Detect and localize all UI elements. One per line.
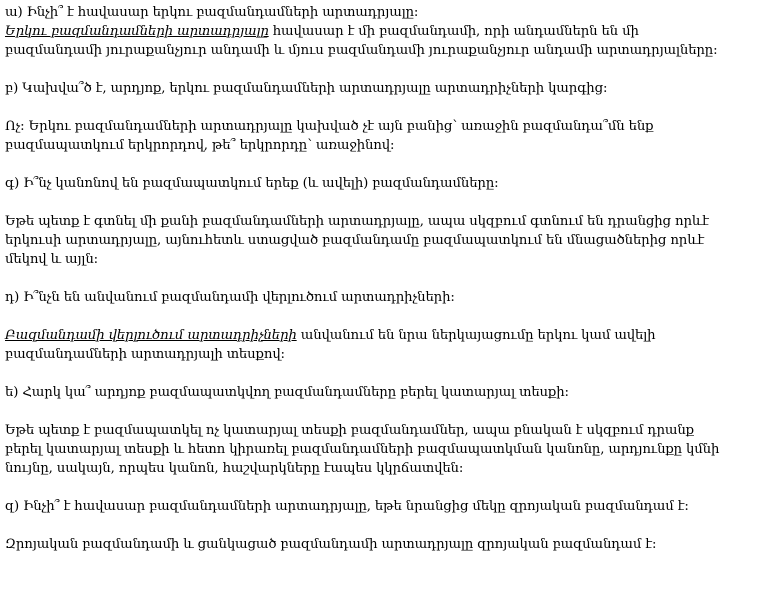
answer-e-line-3: նույնը, սակայն, որպես կանոն, հաշվարկները էապես կկրճատվեն: — [5, 461, 464, 476]
question-e: ե) Հարկ կա՞ արդյոք բազմապատկվող բազմանդամները բերել կատարյալ տեսքի: — [5, 385, 569, 400]
paragraph-gap — [5, 516, 757, 535]
paragraph-gap — [5, 269, 757, 288]
answer-a-line-1-rest: հավասար է մի բազմանդամի, որի անդամներն են մի — [268, 24, 639, 39]
term-factorization: Բազմանդամի վերլուծում արտադրիչների — [5, 328, 297, 343]
paragraph-gap — [5, 307, 757, 326]
question-d: դ) Ի՞նչն են անվանում բազմանդամի վերլուծում արտադրիչների: — [5, 290, 455, 305]
paragraph-gap — [5, 478, 757, 497]
answer-d-line-1-rest: անվանում են նրա ներկայացումը երկու կամ ավելի — [296, 328, 656, 343]
answer-c-line-3: մեկով և այլն: — [5, 252, 98, 267]
question-f: զ) Ինչի՞ է հավասար բազմանդամների արտադրյալը, եթե նրանցից մեկը զրոյական բազմանդամ է: — [5, 499, 689, 514]
paragraph-gap — [5, 98, 757, 117]
question-b: բ) Կախվա՞ծ է, արդյոք, երկու բազմանդամների արտադրյալը արտադրիչների կարգից: — [5, 81, 608, 96]
paragraph-gap — [5, 193, 757, 212]
answer-b-line-1: Ոչ: Երկու բազմանդամների արտադրյալը կախված չէ այն բանից՝ առաջին բազմանդա՞մն ենք — [5, 119, 654, 134]
answer-e-line-2: բերել կատարյալ տեսքի և հետո կիրառել բազմանդամների բազմապատկման կանոնը, արդյունքը կմնի — [5, 442, 720, 457]
paragraph-gap — [5, 155, 757, 174]
document-body — [5, 3, 757, 554]
answer-f-line-1: Զրոյական բազմանդամի և ցանկացած բազմանդամի արտադրյալը զրոյական բազմանդամ է: — [5, 537, 657, 552]
paragraph-gap — [5, 60, 757, 79]
paragraph-gap — [5, 402, 757, 421]
term-product-of-polynomials: Երկու բազմանդամների արտադրյալը — [5, 24, 269, 39]
paragraph-gap — [5, 364, 757, 383]
answer-d-line-1 — [5, 326, 757, 345]
answer-b-line-2: բազմապատկում երկրորդով, թե՞ երկրորդը՝ առաջինով: — [5, 138, 395, 153]
answer-a-line-1 — [5, 22, 757, 41]
question-c: գ) Ի՞նչ կանոնով են բազմապատկում երեք (և ավելի) բազմանդամները: — [5, 176, 499, 191]
question-a: ա) Ինչի՞ է հավասար երկու բազմանդամների արտադրյալը: — [5, 5, 419, 20]
answer-d-line-2: բազմանդամների արտադրյալի տեսքով: — [5, 347, 285, 362]
answer-a-line-2: բազմանդամի յուրաքանչյուր անդամի և մյուս բազմանդամի յուրաքանչյուր անդամի արտադրյալները: — [5, 43, 718, 58]
answer-c-line-1: Եթե պետք է գտնել մի քանի բազմանդամների արտադրյալը, ապա սկզբում գտնում են դրանցից որևէ — [5, 214, 709, 229]
answer-c-line-2: երկուսի արտադրյալը, այնուհետև ստացված բազմանդամը բազմապատկում են մնացածներից որևէ — [5, 233, 705, 248]
answer-e-line-1: Եթե պետք է բազմապատկել ոչ կատարյալ տեսքի բազմանդամներ, ապա բնական է սկզբում դրանք — [5, 423, 694, 438]
